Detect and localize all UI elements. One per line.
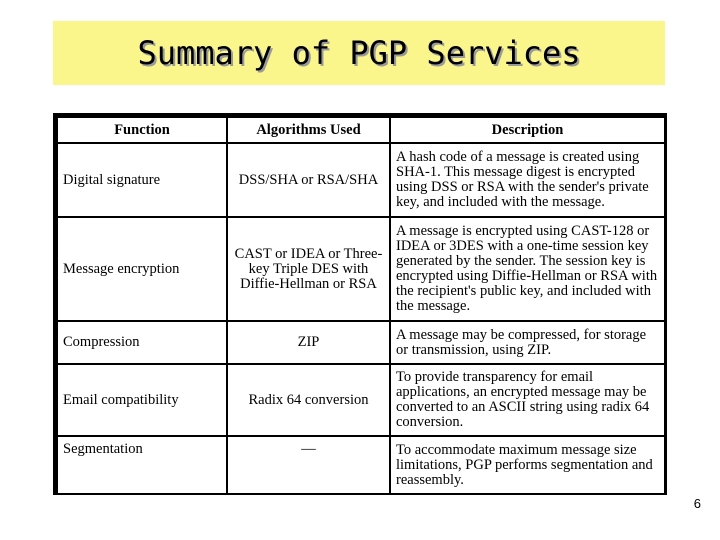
algorithms-cell: CAST or IDEA or Three-key Triple DES with Diffie-Hellman or RSA <box>227 217 390 321</box>
algorithms-cell: ZIP <box>227 321 390 364</box>
description-cell: A message is encrypted using CAST-128 or IDEA or 3DES with a one-time session key generated by the sender. The session key is encrypted using Diffie-Hellman or RSA with the recipient's public key, and included with the message. <box>390 217 665 321</box>
description-cell: A message may be compressed, for storage or transmission, using ZIP. <box>390 321 665 364</box>
description-cell: A hash code of a message is created using SHA-1. This message digest is encrypted using DSS or RSA with the sender's private key, and included with the message. <box>390 143 665 217</box>
function-cell: Compression <box>57 321 227 364</box>
services-table-frame <box>53 113 667 495</box>
algorithms-cell: — <box>227 436 390 494</box>
description-cell: To provide transparency for email applications, an encrypted message may be converted to an ASCII string using radix 64 conversion. <box>390 364 665 436</box>
function-cell: Digital signature <box>57 143 227 217</box>
slide-title: Summary of PGP Services <box>137 34 581 72</box>
page-number: 6 <box>693 496 701 511</box>
function-cell: Segmentation <box>57 436 227 494</box>
table-row <box>57 321 665 364</box>
table-row <box>57 143 665 217</box>
function-cell: Email compatibility <box>57 364 227 436</box>
column-header-description: Description <box>390 117 665 143</box>
services-table <box>56 116 666 495</box>
table-row <box>57 364 665 436</box>
function-cell: Message encryption <box>57 217 227 321</box>
table-row <box>57 436 665 494</box>
column-header-function: Function <box>57 117 227 143</box>
algorithms-cell: DSS/SHA or RSA/SHA <box>227 143 390 217</box>
table-header-row <box>57 117 665 143</box>
table-row <box>57 217 665 321</box>
description-cell: To accommodate maximum message size limitations, PGP performs segmentation and reassembly. <box>390 436 665 494</box>
column-header-algorithms: Algorithms Used <box>227 117 390 143</box>
title-banner <box>53 21 665 85</box>
algorithms-cell: Radix 64 conversion <box>227 364 390 436</box>
